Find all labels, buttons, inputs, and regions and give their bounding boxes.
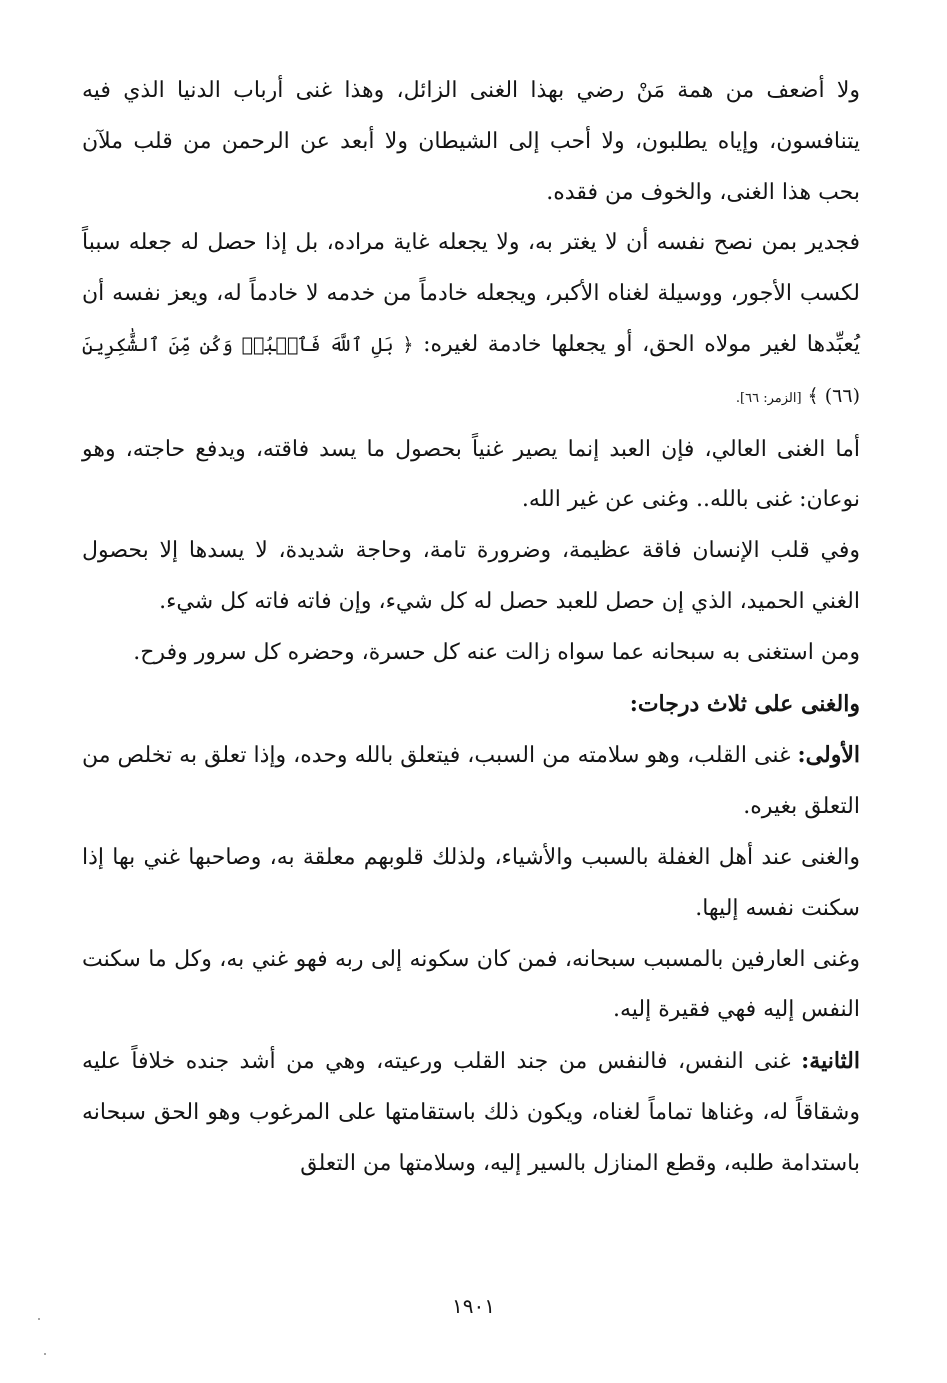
quran-open-bracket: ﴿ [402,333,414,356]
page-number: ١٩٠١ [452,1294,495,1318]
first-degree-label: الأولى: [797,742,860,769]
scan-speck [38,1318,40,1320]
section-heading: والغنى على ثلاث درجات: [629,690,860,717]
paragraph-text: فجدير بمن نصح نفسه أن لا يغتر به، ولا يجعله غاية مراده، بل إذا حصل له جعله سبباً لكسب الأجور، ووسيلة لغناه الأكبر، ويجعله خادماً من خدمه لا خادماً له، ويعز نفسه أن يُعبِّدها لغير مولاه الحق، أو يجعلها خادمة لغيره: [82,230,861,357]
paragraph: ولا أضعف من همة مَنْ رضي بهذا الغنى الزائل، وهذا غنى أرباب الدنيا الذي فيه يتنافسون، وإياه يطلبون، ولا أحب إلى الشيطان ولا أبعد عن الرحمن من قلب ملآن بحب هذا الغنى، والخوف من فقده. [82,78,860,205]
second-degree [82,1036,860,1189]
first-degree-text: غنى القلب، وهو سلامته من السبب، فيتعلق بالله وحده، وإذا تعلق به تخلص من التعلق بغيره. [82,743,860,820]
quran-text: بَلِ ٱللَّهَ فَٱعۡبُدۡ وَكُن مِّنَ ٱلشَّٰكِرِينَ [82,333,394,356]
second-degree-label: الثانية: [801,1048,860,1075]
paragraph: وفي قلب الإنسان فاقة عظيمة، وضرورة تامة، وحاجة شديدة، لا يسدها إلا بحصول الغني الحميد، الذي إن حصل للعبد حصل له كل شيء، وإن فاته فاته كل شيء. [82,538,860,614]
paragraph: ومن استغنى به سبحانه عما سواه زالت عنه كل حسرة، وحضره كل سرور وفرح. [133,639,860,665]
paragraph: وغنى العارفين بالمسبب سبحانه، فمن كان سكونه إلى ربه فهو غني به، وكل ما سكنت النفس إليه فهي فقيرة إليه. [82,946,860,1023]
paragraph: أما الغنى العالي، فإن العبد إنما يصير غنياً بحصول ما يسد فاقته، ويدفع حاجته، وهو نوعان: غنى بالله.. وغنى عن غير الله. [82,436,860,513]
ayah-number: (٦٦) [824,384,860,407]
body-text [82,66,860,1190]
second-degree-text: غنى النفس، فالنفس من جند القلب ورعيته، وهي من أشد جنده خلافاً عليه وشقاقاً له، وغناها تماماً لغناه، ويكون ذلك باستقامتها على المرغوب وهو الحق سبحانه باستدامة طلبه، وقطع المنازل بالسير إليه، وسلامتها من التعلق [82,1049,860,1176]
paragraph-with-quran [82,218,860,424]
first-degree [82,730,860,833]
quran-reference: [الزمر: ٦٦]. [735,390,802,406]
scan-speck [44,1353,46,1355]
quran-close-bracket: ﴾ [807,384,819,407]
paragraph: والغنى عند أهل الغفلة بالسبب والأشياء، ولذلك قلوبهم معلقة به، وصاحبها غني بها إذا سكنت نفسه إليها. [82,844,860,921]
